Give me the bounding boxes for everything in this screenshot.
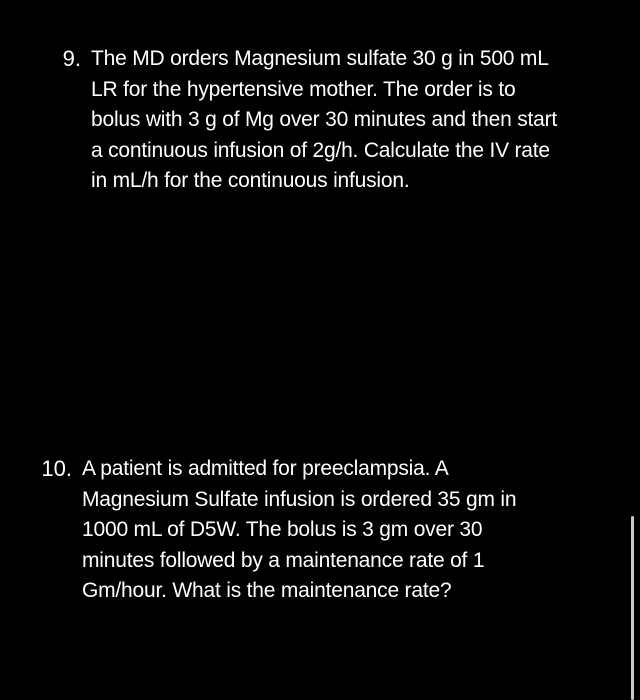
question-line: a continuous infusion of 2g/h. Calculate the IV rate: [91, 138, 550, 162]
question-line: in mL/h for the continuous infusion.: [91, 169, 410, 192]
question-line: Magnesium Sulfate infusion is ordered 35 gm in: [82, 487, 517, 511]
vertical-scrollbar[interactable]: [631, 516, 634, 700]
question-line: LR for the hypertensive mother. The order is to: [91, 77, 516, 101]
question-line: 1000 mL of D5W. The bolus is 3 gm over 30: [82, 518, 483, 541]
question-line: Gm/hour. What is the maintenance rate?: [82, 579, 452, 602]
question-text: [91, 44, 557, 197]
question-text: [82, 454, 516, 607]
question-number: 10.: [41, 456, 72, 481]
question-line: minutes followed by a maintenance rate of 1: [82, 548, 485, 572]
question-number: 9.: [62, 46, 81, 71]
question-9: [48, 44, 628, 197]
question-line: The MD orders Magnesium sulfate 30 g in 500 mL: [91, 47, 549, 70]
question-line: bolus with 3 g of Mg over 30 minutes and then start: [91, 108, 558, 131]
question-10: [41, 454, 628, 607]
question-line: A patient is admitted for preeclampsia. A: [82, 457, 449, 480]
